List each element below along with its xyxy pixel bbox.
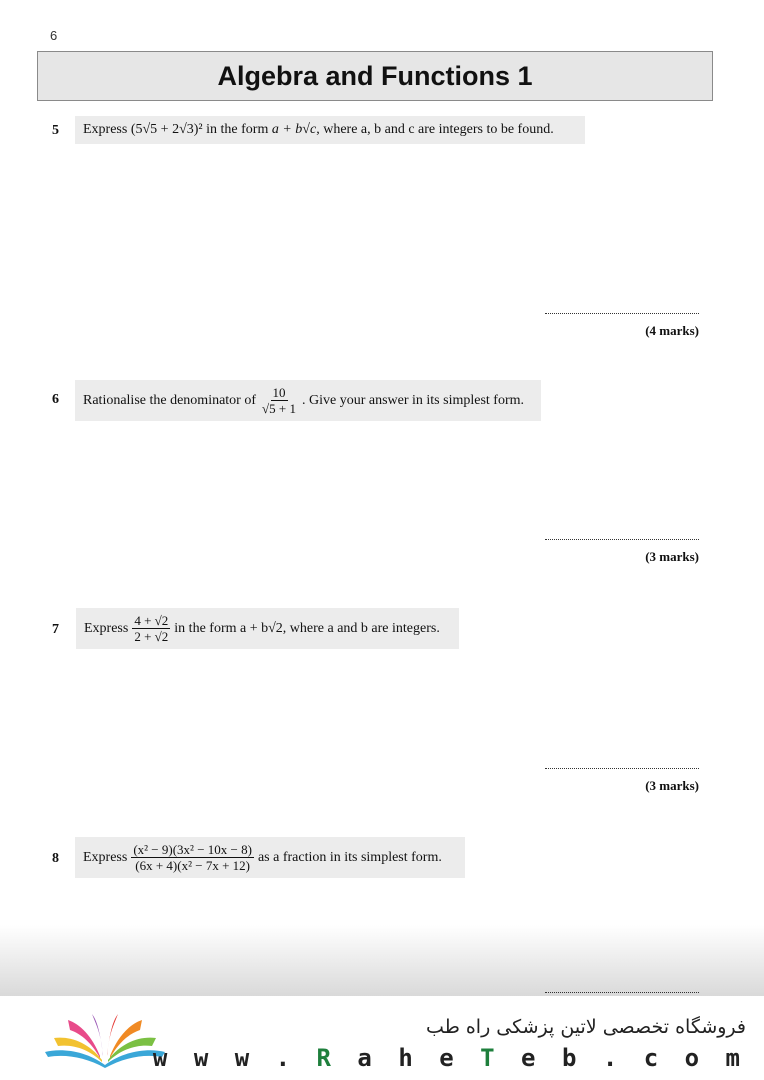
question-5-text: Express (5√5 + 2√3)² in the form a + b√c , where a, b and c are integers to be found. [75,116,585,144]
section-title-bar [37,51,713,101]
question-5-marks: (4 marks) [645,323,699,338]
question-5-form: a + b√c [271,122,317,137]
question-6-number: 6 [52,392,59,407]
question-6-marks: (3 marks) [645,549,699,564]
shop-footer [0,996,764,1080]
question-5-expression: (5√5 + 2√3)² [130,122,203,137]
question-8-fraction: $\frac{\text{(x² − 9)(3x² − 10x − 8)}}{\text{(6x + 4)(x² − 7x + 12)}}$ [133,842,252,873]
footer-fade [0,925,764,997]
question-6-answer-line[interactable] [545,539,699,540]
book-logo-icon [40,1010,170,1072]
question-7-marks: (3 marks) [645,778,699,793]
question-7-text: Express $\frac{4 + √2}{2 + √2}$ in the form a + b√2, where a and b are integers. [76,608,459,649]
shop-url[interactable]: w w w . R a h e T e b . c o m [152,1044,746,1072]
question-6-text: Rationalise the denominator of $\frac{10}{√5 + 1}$ . Give your answer in its simplest form. [75,380,541,421]
page-number: 6 [50,28,58,43]
question-8-number: 8 [52,851,59,866]
question-7-number: 7 [52,622,59,637]
question-8-answer-line[interactable] [545,992,699,993]
question-5-answer-line[interactable] [545,313,699,314]
shop-name: فروشگاه تخصصی لاتین پزشکی راه طب [426,1016,746,1038]
question-8-text: Express $\frac{\text{(x² − 9)(3x² − 10x − 8)}}{\text{(6x + 4)(x² − 7x + 12)}}$ as a fraction in its simplest form. [75,837,465,878]
question-7-fraction: $\frac{4 + √2}{2 + √2}$ [134,613,169,644]
question-7-answer-line[interactable] [545,768,699,769]
section-title: Algebra and Functions 1 [217,60,533,91]
question-6-fraction: $\frac{10}{√5 + 1}$ [262,385,296,416]
question-5-number: 5 [52,123,59,138]
